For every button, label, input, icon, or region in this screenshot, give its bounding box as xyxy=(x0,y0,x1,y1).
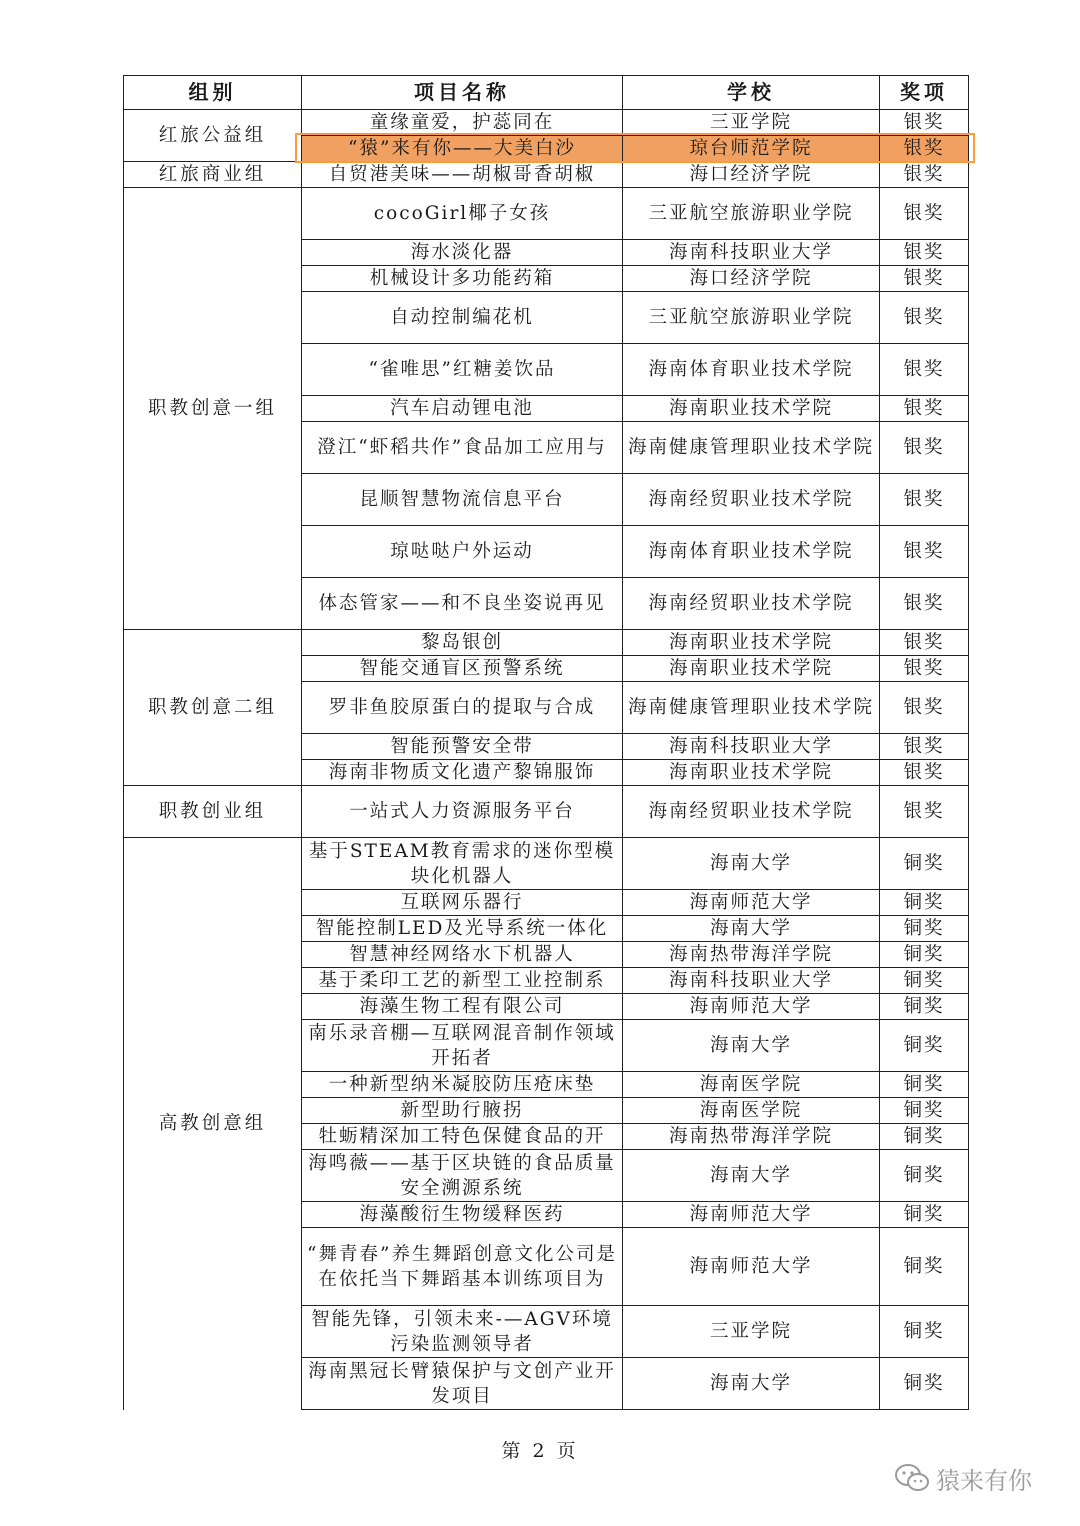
table-row xyxy=(124,162,969,188)
award-cell: 铜奖 xyxy=(880,1072,969,1098)
school-cell: 海南热带海洋学院 xyxy=(623,942,880,968)
project-cell: 海水淡化器 xyxy=(302,240,623,266)
award-cell: 铜奖 xyxy=(880,994,969,1020)
award-cell: 银奖 xyxy=(880,474,969,526)
school-cell: 海南职业技术学院 xyxy=(623,656,880,682)
award-cell: 银奖 xyxy=(880,734,969,760)
award-cell: 银奖 xyxy=(880,240,969,266)
watermark xyxy=(894,1458,1064,1498)
award-cell: 铜奖 xyxy=(880,1150,969,1202)
award-cell: 铜奖 xyxy=(880,942,969,968)
page-number: 第 2 页 xyxy=(501,1440,579,1462)
school-cell: 海南科技职业大学 xyxy=(623,968,880,994)
project-cell: 智能预警安全带 xyxy=(302,734,623,760)
group-cell: 红旅商业组 xyxy=(124,162,302,188)
award-cell: 银奖 xyxy=(880,266,969,292)
award-cell: 银奖 xyxy=(880,344,969,396)
school-cell: 海南经贸职业技术学院 xyxy=(623,578,880,630)
header-group: 组别 xyxy=(124,76,302,110)
project-cell: 童缘童爱，护蕊同在 xyxy=(302,110,623,136)
header-school: 学校 xyxy=(623,76,880,110)
award-cell: 银奖 xyxy=(880,188,969,240)
project-cell: “雀唯思”红糖姜饮品 xyxy=(302,344,623,396)
project-cell: 智慧神经网络水下机器人 xyxy=(302,942,623,968)
award-cell: 铜奖 xyxy=(880,1358,969,1410)
project-cell: cocoGirl椰子女孩 xyxy=(302,188,623,240)
group-cell: 红旅公益组 xyxy=(124,110,302,162)
project-cell: 自动控制编花机 xyxy=(302,292,623,344)
award-cell: 铜奖 xyxy=(880,1098,969,1124)
group-cell: 职教创意一组 xyxy=(124,188,302,630)
award-cell: 银奖 xyxy=(880,292,969,344)
table-row xyxy=(124,188,969,240)
project-cell: 黎岛银创 xyxy=(302,630,623,656)
award-cell: 铜奖 xyxy=(880,1020,969,1072)
school-cell: 三亚学院 xyxy=(623,110,880,136)
school-cell: 海南师范大学 xyxy=(623,890,880,916)
school-cell: 海南科技职业大学 xyxy=(623,734,880,760)
project-cell: 一站式人力资源服务平台 xyxy=(302,786,623,838)
school-cell: 三亚学院 xyxy=(623,1306,880,1358)
award-cell: 银奖 xyxy=(880,396,969,422)
wechat-icon xyxy=(894,1462,930,1494)
award-cell: 铜奖 xyxy=(880,916,969,942)
group-cell: 高教创意组 xyxy=(124,838,302,1410)
project-cell: 罗非鱼胶原蛋白的提取与合成 xyxy=(302,682,623,734)
award-cell: 银奖 xyxy=(880,422,969,474)
project-cell: 一种新型纳米凝胶防压疮床垫 xyxy=(302,1072,623,1098)
group-cell: 职教创业组 xyxy=(124,786,302,838)
school-cell: 海南大学 xyxy=(623,1020,880,1072)
table-row xyxy=(124,786,969,838)
school-cell: 海南经贸职业技术学院 xyxy=(623,786,880,838)
project-cell: 海南非物质文化遗产黎锦服饰 xyxy=(302,760,623,786)
project-cell: 智能控制LED及光导系统一体化 xyxy=(302,916,623,942)
table-row xyxy=(124,110,969,136)
school-cell: 海口经济学院 xyxy=(623,162,880,188)
award-cell: 铜奖 xyxy=(880,968,969,994)
award-cell: 铜奖 xyxy=(880,890,969,916)
school-cell: 海南体育职业技术学院 xyxy=(623,344,880,396)
school-cell: 海口经济学院 xyxy=(623,266,880,292)
project-cell: 牡蛎精深加工特色保健食品的开 xyxy=(302,1124,623,1150)
project-cell: “舞青春”养生舞蹈创意文化公司是在依托当下舞蹈基本训练项目为 xyxy=(302,1228,623,1306)
school-cell: 海南科技职业大学 xyxy=(623,240,880,266)
school-cell: 海南师范大学 xyxy=(623,994,880,1020)
project-cell: 澄江“虾稻共作”食品加工应用与 xyxy=(302,422,623,474)
project-cell: “猿”来有你——大美白沙 xyxy=(302,136,623,162)
project-cell: 汽车启动锂电池 xyxy=(302,396,623,422)
award-cell: 银奖 xyxy=(880,656,969,682)
award-cell: 银奖 xyxy=(880,682,969,734)
watermark-text: 猿来有你 xyxy=(936,1466,1032,1495)
school-cell: 海南健康管理职业技术学院 xyxy=(623,682,880,734)
project-cell: 机械设计多功能药箱 xyxy=(302,266,623,292)
project-cell: 基于STEAM教育需求的迷你型模块化机器人 xyxy=(302,838,623,890)
school-cell: 海南体育职业技术学院 xyxy=(623,526,880,578)
award-cell: 银奖 xyxy=(880,162,969,188)
project-cell: 智能交通盲区预警系统 xyxy=(302,656,623,682)
school-cell: 海南大学 xyxy=(623,838,880,890)
school-cell: 海南师范大学 xyxy=(623,1228,880,1306)
school-cell: 海南热带海洋学院 xyxy=(623,1124,880,1150)
project-cell: 海藻酸衍生物缓释医药 xyxy=(302,1202,623,1228)
award-cell: 铜奖 xyxy=(880,838,969,890)
award-cell: 银奖 xyxy=(880,578,969,630)
award-cell: 银奖 xyxy=(880,526,969,578)
award-cell: 铜奖 xyxy=(880,1228,969,1306)
header-award: 奖项 xyxy=(880,76,969,110)
school-cell: 琼台师范学院 xyxy=(623,136,880,162)
project-cell: 互联网乐器行 xyxy=(302,890,623,916)
project-cell: 新型助行腋拐 xyxy=(302,1098,623,1124)
school-cell: 海南健康管理职业技术学院 xyxy=(623,422,880,474)
school-cell: 海南医学院 xyxy=(623,1072,880,1098)
project-cell: 海藻生物工程有限公司 xyxy=(302,994,623,1020)
project-cell: 基于柔印工艺的新型工业控制系 xyxy=(302,968,623,994)
project-cell: 海鸣薇——基于区块链的食品质量安全溯源系统 xyxy=(302,1150,623,1202)
project-cell: 昆顺智慧物流信息平台 xyxy=(302,474,623,526)
award-cell: 银奖 xyxy=(880,110,969,136)
award-cell: 银奖 xyxy=(880,630,969,656)
project-cell: 琼哒哒户外运动 xyxy=(302,526,623,578)
school-cell: 海南职业技术学院 xyxy=(623,630,880,656)
award-cell: 铜奖 xyxy=(880,1124,969,1150)
school-cell: 海南师范大学 xyxy=(623,1202,880,1228)
award-cell: 铜奖 xyxy=(880,1306,969,1358)
school-cell: 海南职业技术学院 xyxy=(623,396,880,422)
project-cell: 智能先锋，引领未来-—AGV环境污染监测领导者 xyxy=(302,1306,623,1358)
header-project: 项目名称 xyxy=(302,76,623,110)
group-cell: 职教创意二组 xyxy=(124,630,302,786)
table-row xyxy=(124,838,969,890)
school-cell: 海南大学 xyxy=(623,916,880,942)
award-table xyxy=(123,75,969,1410)
school-cell: 海南职业技术学院 xyxy=(623,760,880,786)
award-cell: 银奖 xyxy=(880,136,969,162)
award-cell: 银奖 xyxy=(880,786,969,838)
school-cell: 海南大学 xyxy=(623,1358,880,1410)
header-row xyxy=(124,76,969,110)
project-cell: 体态管家——和不良坐姿说再见 xyxy=(302,578,623,630)
award-cell: 铜奖 xyxy=(880,1202,969,1228)
school-cell: 海南大学 xyxy=(623,1150,880,1202)
table-body xyxy=(124,110,969,1410)
table-row xyxy=(124,630,969,656)
school-cell: 海南医学院 xyxy=(623,1098,880,1124)
project-cell: 南乐录音棚—互联网混音制作领域开拓者 xyxy=(302,1020,623,1072)
school-cell: 海南经贸职业技术学院 xyxy=(623,474,880,526)
award-cell: 银奖 xyxy=(880,760,969,786)
school-cell: 三亚航空旅游职业学院 xyxy=(623,188,880,240)
school-cell: 三亚航空旅游职业学院 xyxy=(623,292,880,344)
project-cell: 自贸港美味——胡椒哥香胡椒 xyxy=(302,162,623,188)
project-cell: 海南黑冠长臂猿保护与文创产业开发项目 xyxy=(302,1358,623,1410)
